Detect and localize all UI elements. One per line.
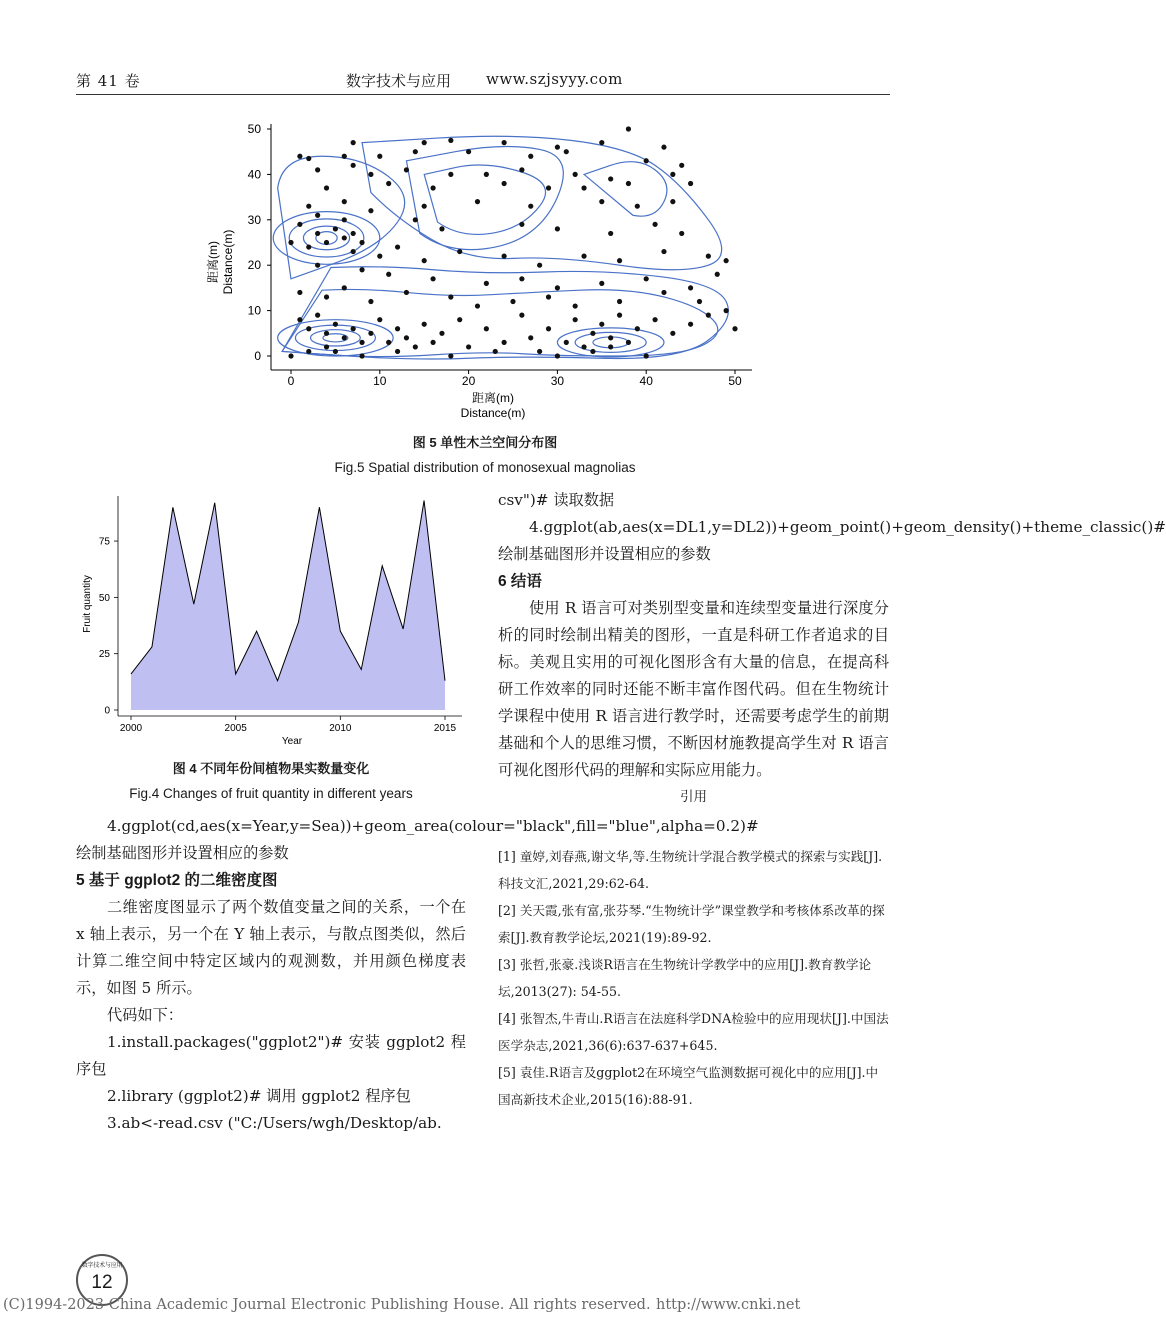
scatter-point [510,299,515,304]
scatter-point [342,154,347,159]
y-tick-label: 75 [98,536,110,548]
scatter-point [537,349,542,354]
scatter-point [626,340,631,345]
scatter-point [564,149,569,154]
scatter-point [368,331,373,336]
scatter-point [644,158,649,163]
x-tick-label: 50 [728,374,742,388]
cnki-link[interactable]: http://www.cnki.net [656,1297,801,1313]
scatter-point [422,140,427,145]
scatter-point [351,231,356,236]
scatter-point [484,326,489,331]
scatter-point [377,254,382,259]
scatter-point [413,217,418,222]
y-tick-label: 0 [104,705,110,717]
scatter-point [359,340,364,345]
scatter-point [626,126,631,131]
scatter-point [306,326,311,331]
scatter-point [342,199,347,204]
figure5-caption-en: Fig.5 Spatial distribution of monosexual magnolias [334,460,636,475]
x-tick-label: 2010 [329,723,352,734]
x-tick-label: 30 [550,374,565,388]
scatter-point [315,231,320,236]
reference-item: [3] 张哲,张豪.浅谈R语言在生物统计学教学中的应用[J].教育教学论坛,2013(27): 54-55. [498,957,872,999]
y-tick-label: 20 [247,258,261,273]
scatter-point [688,285,693,290]
scatter-point [670,331,675,336]
section6-title: 6 结语 [498,573,542,590]
scatter-point [324,331,329,336]
scatter-point [670,199,675,204]
scatter-point [386,272,391,277]
scatter-point [599,199,604,204]
scatter-point [297,290,302,295]
scatter-point [652,222,657,227]
scatter-point [306,156,311,161]
density-contour [282,289,718,356]
scatter-point [315,263,320,268]
code-line-1: 1.install.packages("ggplot2")# 安装 ggplot2 程序包 [76,1033,466,1078]
scatter-points [288,126,737,358]
scatter-point [502,340,507,345]
x-tick-label: 2005 [224,723,247,734]
scatter-point [581,344,586,349]
scatter-point [475,199,480,204]
scatter-point [324,185,329,190]
code-intro: 代码如下： [107,1006,183,1024]
scatter-point [555,226,560,231]
scatter-point [466,149,471,154]
scatter-point [519,313,524,318]
scatter-point [528,204,533,209]
scatter-point [546,294,551,299]
x-tick-label: 40 [639,374,653,388]
scatter-point [617,299,622,304]
scatter-point [448,138,453,143]
scatter-point [555,145,560,150]
scatter-point [297,154,302,159]
y-tick-label: 25 [98,649,110,661]
section5-paragraph: 二维密度图显示了两个数值变量之间的关系，一个在 x 轴上表示，另一个在 Y 轴上表示，与散点图类似，然后计算二维空间中特定区域内的观测数，并用颜色梯度表示，如图 5 所示。 [76,898,466,997]
code-line-3: 3.ab<-read.csv ("C:/Users/wgh/Desktop/ab. [107,1114,442,1132]
running-header-journal: 数字技术与应用 [346,72,452,90]
scatter-point [413,149,418,154]
section5-title: 5 基于 ggplot2 的二维密度图 [76,872,278,889]
scatter-point [351,326,356,331]
scatter-point [528,335,533,340]
scatter-point [395,244,400,249]
scatter-point [288,240,293,245]
scatter-point [546,326,551,331]
scatter-point [448,353,453,358]
scatter-point [351,249,356,254]
code-line-4-geom-area: 4.ggplot(cd,aes(x=Year,y=Sea))+geom_area(colour="black",fill="blue",alpha=0.2)# 绘制基础图形并设置相应的参数 [76,817,759,862]
page-number: 12 [91,1272,113,1293]
x-tick-label: 2000 [119,723,143,734]
scatter-point [342,335,347,340]
scatter-point [706,254,711,259]
scatter-point [519,167,524,172]
y-tick-label: 30 [247,212,261,227]
scatter-point [430,185,435,190]
scatter-point [324,294,329,299]
scatter-point [430,340,435,345]
scatter-point [457,317,462,322]
scatter-point [457,249,462,254]
scatter-point [404,335,409,340]
right-column-text [498,487,1166,810]
scatter-point [297,222,302,227]
scatter-point [422,258,427,263]
scatter-point [502,181,507,186]
scatter-point [599,322,604,327]
y-tick-label: 50 [247,122,261,136]
scatter-point [573,303,578,308]
scatter-point [644,353,649,358]
scatter-point [315,167,320,172]
header-rule [76,94,890,95]
y-axis-label-en: Distance(m) [221,229,235,295]
scatter-point [555,285,560,290]
scatter-point [342,235,347,240]
badge-journal-text: 数字技术与应用 [81,1262,123,1269]
x-tick-label: 0 [287,374,295,388]
code-line-2: 2.library (ggplot2)# 调用 ggplot2 程序包 [107,1087,411,1105]
scatter-point [430,276,435,281]
y-tick-label: 10 [247,303,261,318]
scatter-point [679,163,684,168]
density-contour [584,162,667,216]
scatter-point [333,226,338,231]
scatter-point [617,258,622,263]
scatter-point [519,276,524,281]
figure4-area-chart [70,492,470,754]
scatter-point [484,281,489,286]
reference-item: [2] 关天霞,张有富,张芬琴.“生物统计学”课堂教学和考核体系改革的探索[J].教育教学论坛,2021(19):89-92. [498,903,885,945]
scatter-point [466,344,471,349]
scatter-point [528,154,533,159]
y-axis-label: Fruit quantity [82,575,93,633]
scatter-point [661,249,666,254]
scatter-point [422,322,427,327]
scatter-point [448,294,453,299]
reference-item: [5] 袁佳.R语言及ggplot2在环境空气监测数据可视化中的应用[J].中国高新技术企业,2015(16):88-91. [498,1065,879,1107]
scatter-point [306,349,311,354]
scatter-point [679,231,684,236]
running-header-url[interactable]: www.szjsyyy.com [486,70,623,88]
scatter-point [502,140,507,145]
scatter-point [395,326,400,331]
scatter-point [519,222,524,227]
code-line-3-continued: csv")# 读取数据 [498,491,615,509]
scatter-point [315,213,320,218]
scatter-point [306,244,311,249]
scatter-point [546,185,551,190]
scatter-point [599,281,604,286]
scatter-point [377,154,382,159]
scatter-point [590,349,595,354]
scatter-point [715,272,720,277]
scatter-point [342,217,347,222]
scatter-point [333,322,338,327]
y-tick-label: 40 [247,167,261,182]
scatter-point [439,331,444,336]
reference-item: [4] 张智杰,牛青山.R语言在法庭科学DNA检验中的应用现状[J].中国法医学杂志,2021,36(6):637-637+645. [498,1011,889,1053]
scatter-point [359,353,364,358]
scatter-point [608,344,613,349]
scatter-point [448,172,453,177]
scatter-point [706,313,711,318]
scatter-point [359,240,364,245]
figure4-caption-en: Fig.4 Changes of fruit quantity in different years [129,786,413,801]
scatter-point [368,172,373,177]
scatter-point [661,290,666,295]
x-axis-label-cn: 距离(m) [472,391,514,405]
scatter-point [581,254,586,259]
scatter-point [502,254,507,259]
running-header-issue: 第 41 卷 [76,72,141,90]
scatter-point [688,181,693,186]
scatter-point [377,317,382,322]
scatter-point [351,163,356,168]
figure4-caption-cn: 图 4 不同年份间植物果实数量变化 [172,761,370,776]
scatter-point [404,290,409,295]
scatter-point [413,344,418,349]
scatter-point [732,326,737,331]
scatter-point [724,258,729,263]
scatter-point [484,172,489,177]
scatter-point [626,181,631,186]
y-tick-label: 0 [254,349,261,363]
x-axis-label: Year [281,736,303,747]
figure5-density-plot [200,112,770,426]
scatter-point [652,317,657,322]
y-axis-label-cn: 距离(m) [206,241,220,283]
scatter-point [661,145,666,150]
scatter-point [724,308,729,313]
density-contour [311,330,361,346]
y-tick-label: 50 [98,592,110,604]
scatter-point [306,204,311,209]
scatter-point [608,335,613,340]
scatter-point [581,185,586,190]
scatter-point [608,176,613,181]
reference-item: [1] 童婷,刘春燕,谢文华,等.生物统计学混合教学模式的探索与实践[J].科技文汇,2021,29:62-64. [498,849,883,891]
section6-paragraph: 使用 R 语言可对类别型变量和连续型变量进行深度分析的同时绘制出精美的图形，一直是科研工作者追求的目标。美观且实用的可视化图形含有大量的信息，在提高科研工作效率的同时还能不断丰富作图代码。但在生物统计学课程中使用 R 语言进行教学时，还需要考虑学生的前期基础和个人的思维习惯，不断因材施教提高学生对 R 语言可视化图形代码的理解和实际应用能力。 [498,599,889,779]
scatter-point [555,353,560,358]
scatter-point [688,322,693,327]
scatter-point [573,172,578,177]
scatter-point [422,204,427,209]
scatter-point [342,285,347,290]
scatter-point [599,140,604,145]
scatter-point [368,299,373,304]
scatter-point [590,331,595,336]
references-title: 引用 [680,789,707,805]
scatter-point [395,349,400,354]
scatter-point [635,204,640,209]
density-contours [273,136,728,359]
copyright-footer: (C)1994-2023 China Academic Journal Electronic Publishing House. All rights reserved. [3,1297,651,1313]
scatter-point [475,303,480,308]
scatter-point [333,349,338,354]
scatter-point [315,313,320,318]
scatter-point [617,313,622,318]
x-axis-label-en: Distance(m) [460,406,526,420]
scatter-point [564,340,569,345]
scatter-point [608,231,613,236]
scatter-point [644,276,649,281]
scatter-point [368,208,373,213]
scatter-point [386,181,391,186]
x-tick-label: 2015 [433,723,457,734]
scatter-point [386,340,391,345]
scatter-point [297,317,302,322]
x-tick-label: 10 [373,374,387,388]
scatter-point [493,349,498,354]
figure5-caption-cn: 图 5 单性木兰空间分布图 [412,435,558,450]
scatter-point [537,263,542,268]
scatter-point [359,267,364,272]
scatter-point [351,140,356,145]
x-tick-label: 20 [461,374,476,388]
code-line-4-density: 4.ggplot(ab,aes(x=DL1,y=DL2))+geom_point()+geom_density()+theme_classic()# 绘制基础图形并设置相应的参数 [498,518,1166,563]
scatter-point [439,226,444,231]
scatter-point [573,317,578,322]
scatter-point [404,167,409,172]
scatter-point [635,326,640,331]
scatter-point [288,353,293,358]
scatter-point [697,299,702,304]
scatter-point [324,344,329,349]
scatter-point [324,240,329,245]
references-list [498,843,889,1113]
scatter-point [670,172,675,177]
